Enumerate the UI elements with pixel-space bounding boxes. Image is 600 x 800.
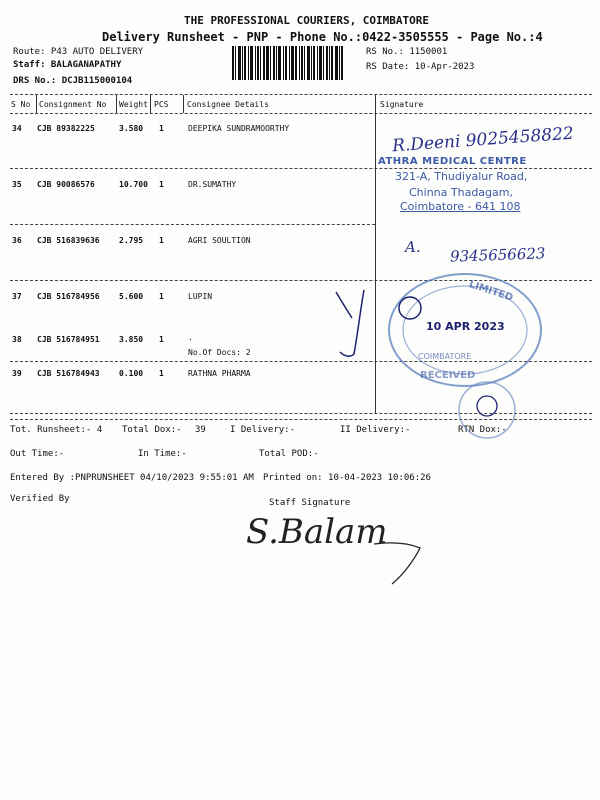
handwritten-mark (330, 282, 370, 362)
row-sno: 35 (12, 180, 22, 189)
clinic-stamp-address-2: Chinna Thadagam, (409, 186, 513, 199)
verified-by: Verified By (10, 494, 70, 504)
stamp-date: 10 APR 2023 (426, 320, 505, 333)
clinic-stamp-address-3: Coimbatore - 641 108 (400, 200, 521, 213)
col-header-consignment: Consignment No (39, 100, 107, 109)
rs-date: RS Date: 10-Apr-2023 (366, 62, 475, 72)
drs-label: DRS No.: DCJB115000104 (13, 76, 133, 86)
row-consignment-no: CJB 516784943 (37, 369, 100, 378)
signature-row-36-phone: 9345656623 (449, 244, 546, 266)
route-label: Route: P43 AUTO DELIVERY (13, 47, 144, 57)
row-weight: 3.580 (119, 124, 144, 133)
col-divider (116, 95, 117, 113)
stamp-ring-text-2: COIMBATORE (418, 352, 472, 361)
row-pcs: 1 (159, 369, 164, 378)
total-dox-label: Total Dox:- (122, 425, 182, 435)
col-header-pcs: PCS (154, 100, 169, 109)
clinic-stamp-name: ATHRA MEDICAL CENTRE (378, 156, 527, 167)
row-weight: 5.600 (119, 292, 144, 301)
row-pcs: 1 (159, 292, 164, 301)
row-docs: No.Of Docs: 2 (188, 348, 251, 357)
runsheet-subtitle: Delivery Runsheet - PNP - Phone No.:0422-3505555 - Page No.:4 (102, 30, 543, 44)
col-header-signature: Signature (380, 100, 424, 109)
out-time-label: Out Time:- (10, 449, 65, 459)
row-consignee: DR.SUMATHY (188, 180, 237, 189)
col-header-sno: S No (11, 100, 31, 109)
staff-label: Staff: BALAGANAPATHY (13, 60, 122, 70)
row-sno: 37 (12, 292, 22, 301)
in-time-label: In Time:- (138, 449, 187, 459)
row-rule (10, 168, 592, 169)
rs-number: RS No.: 1150001 (366, 47, 448, 57)
ii-delivery-label: II Delivery:- (340, 425, 411, 435)
row-pcs: 1 (159, 335, 164, 344)
row-consignment-no: CJB 89382225 (37, 124, 95, 133)
row-sno: 39 (12, 369, 22, 378)
barcode (232, 46, 358, 80)
row-consignment-no: CJB 516839636 (37, 236, 100, 245)
row-weight: 2.795 (119, 236, 144, 245)
stamp-bottom-text: RECEIVED (420, 370, 476, 381)
row-consignment-no: CJB 516784951 (37, 335, 100, 344)
row-weight: 3.850 (119, 335, 144, 344)
table-top-rule (10, 94, 592, 95)
total-dox-value: 39 (195, 425, 206, 435)
signature-row-36-initial: A. (405, 238, 421, 256)
row-weight: 0.100 (119, 369, 144, 378)
rtn-dox-label: RTN Dox:- (458, 425, 507, 435)
row-sno: 34 (12, 124, 22, 133)
row-consignee: RATHNA PHARMA (188, 369, 251, 378)
clinic-stamp-address-1: 321-A, Thudiyalur Road, (395, 170, 528, 183)
col-header-weight: Weight (119, 100, 148, 109)
row-consignee: AGRI SOULTION (188, 236, 251, 245)
staff-signature-flourish (370, 520, 450, 590)
company-title: THE PROFESSIONAL COURIERS, COIMBATORE (184, 14, 430, 27)
total-runsheet: Tot. Runsheet:- 4 (10, 425, 103, 435)
total-pod-label: Total POD:- (259, 449, 319, 459)
staff-signature: S.Balam (246, 512, 388, 552)
row-weight: 10.700 (119, 180, 148, 189)
printed-on: Printed on: 10-04-2023 10:06:26 (263, 473, 431, 483)
row-consignee: DEEPIKA SUNDRAMOORTHY (188, 124, 290, 133)
row-consignment-no: CJB 90086576 (37, 180, 95, 189)
row-sno: 36 (12, 236, 22, 245)
row-consignment-no: CJB 516784956 (37, 292, 100, 301)
col-header-consignee: Consignee Details (187, 100, 269, 109)
col-divider (36, 95, 37, 113)
row-rule (10, 224, 375, 225)
row-pcs: 1 (159, 124, 164, 133)
row-pcs: 1 (159, 180, 164, 189)
row-sno: 38 (12, 335, 22, 344)
signature-row-34: R.Deeni 9025458822 (391, 123, 575, 157)
col-divider (375, 95, 376, 413)
col-divider (183, 95, 184, 113)
row-consignee: LUPIN (188, 292, 213, 301)
table-header-rule (10, 113, 592, 114)
stamp-ring-text: LIMITED (467, 279, 515, 304)
round-stamp-small (455, 378, 519, 442)
i-delivery-label: I Delivery:- (230, 425, 296, 435)
row-pcs: 1 (159, 236, 164, 245)
entered-by: Entered By :PNPRUNSHEET 04/10/2023 9:55:01 AM (10, 473, 254, 483)
row-consignee: . (188, 333, 193, 342)
col-divider (150, 95, 151, 113)
staff-signature-label: Staff Signature (269, 498, 351, 508)
